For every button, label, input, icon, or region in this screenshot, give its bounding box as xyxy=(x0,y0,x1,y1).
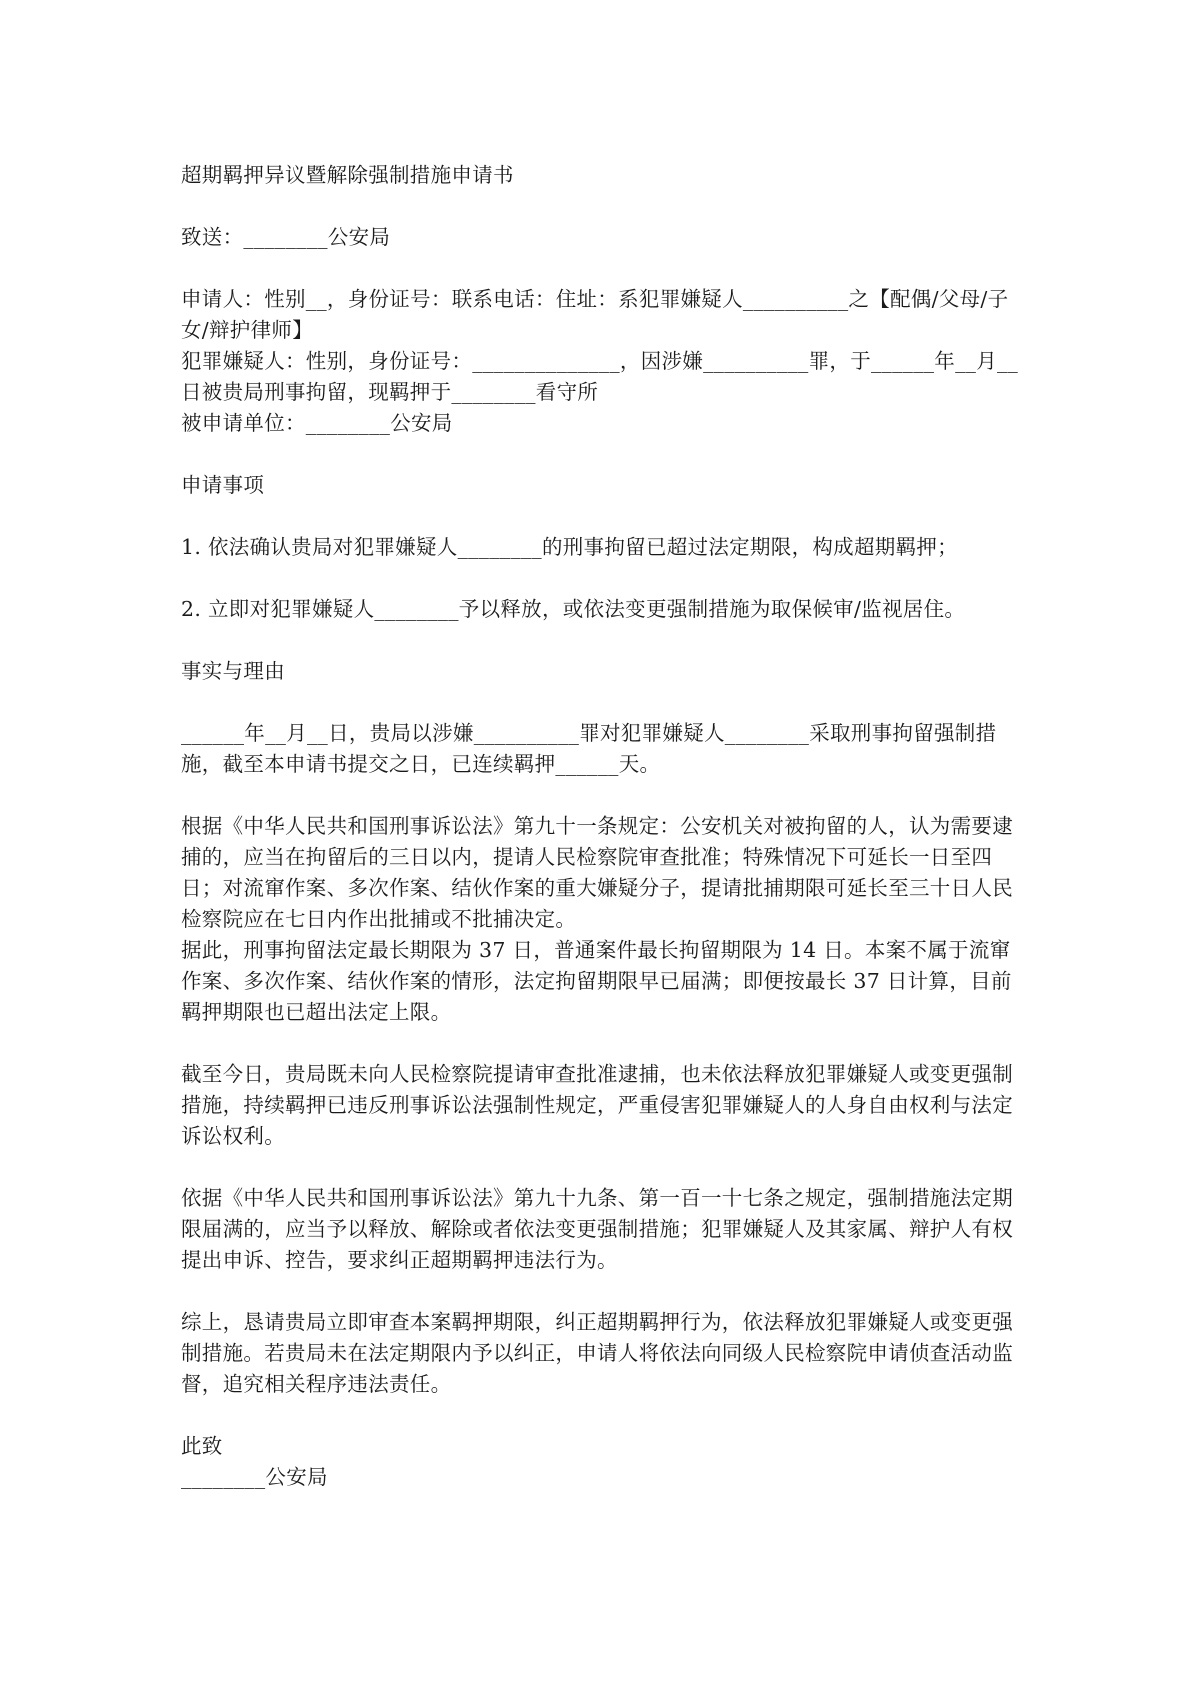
document-page xyxy=(181,160,1021,1493)
facts-paragraph: 根据《中华人民共和国刑事诉讼法》第九十一条规定：公安机关对被拘留的人，认为需要逮捕的，应当在拘留后的三日以内，提请人民检察院审查批准；特殊情况下可延长一日至四日；对流窜作案、多次作案、结伙作案的重大嫌疑分子，提请批捕期限可延长至三十日人民检察院应在七日内作出批捕或不批捕决定。 xyxy=(181,814,1013,931)
request-heading: 申请事项 xyxy=(181,473,265,497)
request-item: 2. 立即对犯罪嫌疑人________予以释放，或依法变更强制措施为取保候审/监视居住。 xyxy=(181,597,966,621)
closing-salutation: 此致 xyxy=(181,1434,223,1458)
respondent-line: 被申请单位：________公安局 xyxy=(181,411,453,435)
closing-recipient: ________公安局 xyxy=(181,1465,328,1489)
facts-paragraph: 综上，恳请贵局立即审查本案羁押期限，纠正超期羁押行为，依法释放犯罪嫌疑人或变更强制措施。若贵局未在法定期限内予以纠正，申请人将依法向同级人民检察院申请侦查活动监督，追究相关程序违法责任。 xyxy=(181,1310,1013,1396)
facts-paragraph: 据此，刑事拘留法定最长期限为 37 日，普通案件最长拘留期限为 14 日。本案不属于流窜作案、多次作案、结伙作案的情形，法定拘留期限早已届满；即便按最长 37 日计算，目前羁押期限也已超出法定上限。 xyxy=(181,938,1012,1024)
facts-paragraph: 截至今日，贵局既未向人民检察院提请审查批准逮捕，也未依法释放犯罪嫌疑人或变更强制措施，持续羁押已违反刑事诉讼法强制性规定，严重侵害犯罪嫌疑人的人身自由权利与法定诉讼权利。 xyxy=(181,1062,1013,1148)
request-item: 1. 依法确认贵局对犯罪嫌疑人________的刑事拘留已超过法定期限，构成超期羁押； xyxy=(181,535,958,559)
suspect-line: 犯罪嫌疑人：性别，身份证号：______________，因涉嫌__________罪，于______年__月__日被贵局刑事拘留，现羁押于________看守所 xyxy=(181,349,1019,404)
applicant-line: 申请人：性别__，身份证号：联系电话：住址：系犯罪嫌疑人__________之【配偶/父母/子女/辩护律师】 xyxy=(181,287,1009,342)
facts-heading: 事实与理由 xyxy=(181,659,285,683)
facts-paragraph: 依据《中华人民共和国刑事诉讼法》第九十九条、第一百一十七条之规定，强制措施法定期限届满的，应当予以释放、解除或者依法变更强制措施；犯罪嫌疑人及其家属、辩护人有权提出申诉、控告，要求纠正超期羁押违法行为。 xyxy=(181,1186,1013,1272)
facts-paragraph: ______年__月__日，贵局以涉嫌__________罪对犯罪嫌疑人________采取刑事拘留强制措施，截至本申请书提交之日，已连续羁押______天。 xyxy=(181,721,997,776)
document-title: 超期羁押异议暨解除强制措施申请书 xyxy=(181,163,514,187)
recipient-line: 致送：________公安局 xyxy=(181,225,391,249)
